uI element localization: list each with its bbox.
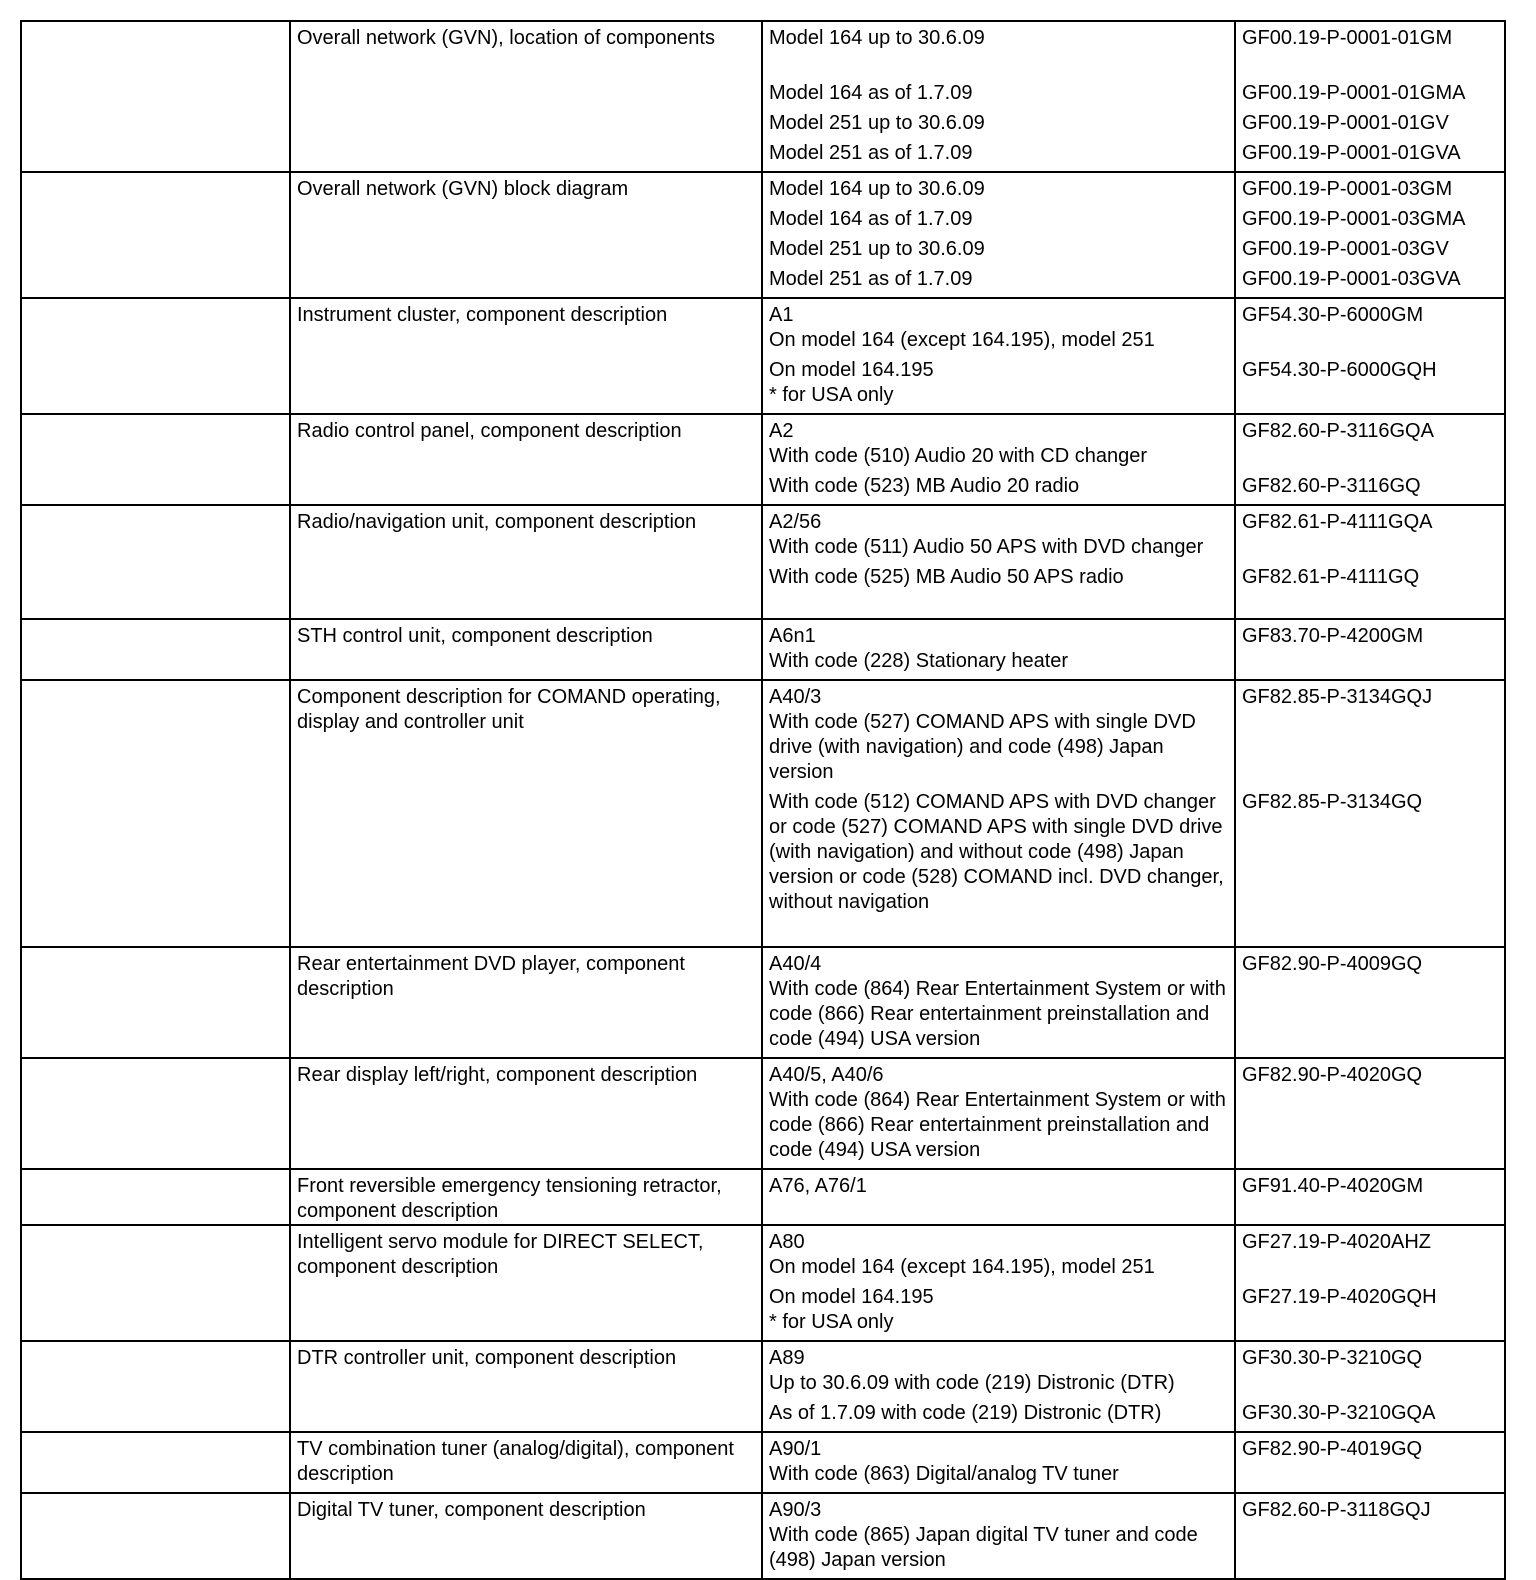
applicability-cell — [762, 947, 1235, 1058]
applicability-text: A90/1 — [769, 1438, 822, 1460]
applicability-text: With code (865) Japan digital TV tuner and code (498) Japan version — [769, 1524, 1198, 1571]
applicability-text: With code (863) Digital/analog TV tuner — [769, 1463, 1119, 1485]
applicability-cell — [762, 1225, 1235, 1341]
blank-cell — [21, 21, 290, 172]
applicability-entry — [769, 565, 1228, 590]
table-row — [21, 505, 1505, 619]
table-row — [21, 1493, 1505, 1579]
applicability-entry — [769, 474, 1228, 499]
document-code-cell — [1235, 414, 1505, 505]
document-code-cell — [1235, 1432, 1505, 1493]
document-code[interactable]: GF30.30-P-3210GQ — [1242, 1347, 1423, 1369]
applicability-text: With code (527) COMAND APS with single DVD drive (with navigation) and code (498) Japan version — [769, 711, 1196, 783]
table-row — [21, 172, 1505, 298]
document-code[interactable]: GF30.30-P-3210GQA — [1242, 1402, 1436, 1424]
document-code[interactable]: GF82.90-P-4019GQ — [1242, 1438, 1423, 1460]
applicability-text: With code (864) Rear Entertainment System or with code (866) Rear entertainment preinstallation and code (494) USA version — [769, 1089, 1226, 1161]
applicability-entry — [769, 358, 1228, 408]
applicability-entry — [769, 303, 1228, 353]
applicability-text: With code (228) Stationary heater — [769, 650, 1069, 672]
document-code[interactable]: GF82.60-P-3118GQJ — [1242, 1499, 1431, 1521]
applicability-text: A80 — [769, 1231, 805, 1253]
applicability-text: On model 164.195 — [769, 1286, 934, 1308]
applicability-cell — [762, 680, 1235, 947]
document-code[interactable]: GF82.90-P-4009GQ — [1242, 953, 1423, 975]
document-code-cell — [1235, 619, 1505, 680]
applicability-entry — [769, 141, 1228, 166]
document-code[interactable]: GF00.19-P-0001-03GMA — [1242, 208, 1466, 230]
applicability-entry — [769, 1401, 1228, 1426]
applicability-entry — [769, 81, 1228, 106]
applicability-text: With code (512) COMAND APS with DVD changer or code (527) COMAND APS with single DVD drive (with navigation) and without code (498) Japan version or code (528) COMAND incl. DVD changer, without navigation — [769, 791, 1224, 913]
applicability-text: Model 251 up to 30.6.09 — [769, 112, 985, 134]
component-title: Rear entertainment DVD player, component description — [290, 947, 762, 1058]
table-row — [21, 947, 1505, 1058]
document-code[interactable]: GF54.30-P-6000GQH — [1242, 359, 1437, 381]
applicability-cell — [762, 1341, 1235, 1432]
blank-cell — [21, 172, 290, 298]
table-row — [21, 298, 1505, 414]
table-row — [21, 1341, 1505, 1432]
applicability-text: A2/56 — [769, 511, 822, 533]
document-code-cell — [1235, 680, 1505, 947]
component-reference-table — [20, 20, 1506, 1580]
document-code[interactable]: GF27.19-P-4020AHZ — [1242, 1231, 1431, 1253]
table-row — [21, 1169, 1505, 1225]
applicability-text: A1 — [769, 304, 794, 326]
document-code[interactable]: GF82.85-P-3134GQJ — [1242, 686, 1433, 708]
applicability-cell — [762, 298, 1235, 414]
component-title: TV combination tuner (analog/digital), component description — [290, 1432, 762, 1493]
blank-cell — [21, 1058, 290, 1169]
blank-cell — [21, 1493, 290, 1579]
applicability-entry — [769, 1498, 1228, 1573]
applicability-text: * for USA only — [769, 1311, 894, 1333]
blank-cell — [21, 1432, 290, 1493]
table-row — [21, 414, 1505, 505]
component-title: Intelligent servo module for DIRECT SELECT, component description — [290, 1225, 762, 1341]
component-title: Component description for COMAND operating, display and controller unit — [290, 680, 762, 947]
applicability-text: Up to 30.6.09 with code (219) Distronic (DTR) — [769, 1372, 1175, 1394]
applicability-text: A40/3 — [769, 686, 822, 708]
applicability-text: Model 251 as of 1.7.09 — [769, 142, 973, 164]
document-code-cell — [1235, 172, 1505, 298]
applicability-cell — [762, 619, 1235, 680]
document-code[interactable]: GF82.90-P-4020GQ — [1242, 1064, 1423, 1086]
applicability-entry — [769, 267, 1228, 292]
applicability-text: With code (525) MB Audio 50 APS radio — [769, 566, 1124, 588]
document-code-cell — [1235, 1169, 1505, 1225]
document-code[interactable]: GF82.61-P-4111GQA — [1242, 511, 1433, 533]
document-code[interactable]: GF00.19-P-0001-03GVA — [1242, 268, 1461, 290]
document-code[interactable]: GF27.19-P-4020GQH — [1242, 1286, 1437, 1308]
applicability-text: A2 — [769, 420, 794, 442]
document-code-cell — [1235, 1225, 1505, 1341]
applicability-text: Model 251 as of 1.7.09 — [769, 268, 973, 290]
applicability-text: A76, A76/1 — [769, 1175, 867, 1197]
applicability-text: On model 164.195 — [769, 359, 934, 381]
applicability-entry — [769, 207, 1228, 232]
blank-cell — [21, 1225, 290, 1341]
component-title: Radio/navigation unit, component description — [290, 505, 762, 619]
document-code-cell — [1235, 298, 1505, 414]
table-row — [21, 1432, 1505, 1493]
applicability-entry — [769, 1437, 1228, 1487]
blank-cell — [21, 414, 290, 505]
document-code[interactable]: GF00.19-P-0001-03GV — [1242, 238, 1449, 260]
blank-cell — [21, 680, 290, 947]
component-title: Rear display left/right, component description — [290, 1058, 762, 1169]
applicability-entry — [769, 177, 1228, 202]
applicability-entry — [769, 1285, 1228, 1335]
applicability-text: Model 164 as of 1.7.09 — [769, 82, 973, 104]
component-title: Overall network (GVN), location of components — [290, 21, 762, 172]
document-code[interactable]: GF82.61-P-4111GQ — [1242, 566, 1420, 588]
table-row — [21, 619, 1505, 680]
table-row — [21, 1058, 1505, 1169]
blank-cell — [21, 298, 290, 414]
applicability-text: With code (864) Rear Entertainment System or with code (866) Rear entertainment preinstallation and code (494) USA version — [769, 978, 1226, 1050]
applicability-text: On model 164 (except 164.195), model 251 — [769, 329, 1155, 351]
document-code-cell — [1235, 1058, 1505, 1169]
component-title: Instrument cluster, component description — [290, 298, 762, 414]
applicability-entry — [769, 510, 1228, 560]
component-title: STH control unit, component description — [290, 619, 762, 680]
blank-cell — [21, 619, 290, 680]
document-code[interactable]: GF54.30-P-6000GM — [1242, 304, 1424, 326]
applicability-cell — [762, 505, 1235, 619]
document-code[interactable]: GF82.60-P-3116GQ — [1242, 475, 1421, 497]
applicability-cell — [762, 172, 1235, 298]
applicability-text: A90/3 — [769, 1499, 822, 1521]
document-code[interactable]: GF00.19-P-0001-01GM — [1242, 27, 1453, 49]
table-row — [21, 21, 1505, 172]
applicability-text: With code (511) Audio 50 APS with DVD changer — [769, 536, 1204, 558]
applicability-text: A40/4 — [769, 953, 822, 975]
document-code-cell — [1235, 1341, 1505, 1432]
applicability-text: Model 164 up to 30.6.09 — [769, 27, 985, 49]
applicability-cell — [762, 1493, 1235, 1579]
document-code[interactable]: GF83.70-P-4200GM — [1242, 625, 1424, 647]
document-code[interactable]: GF00.19-P-0001-03GM — [1242, 178, 1453, 200]
document-code-cell — [1235, 505, 1505, 619]
component-title: Radio control panel, component description — [290, 414, 762, 505]
applicability-text: Model 164 as of 1.7.09 — [769, 208, 973, 230]
document-code[interactable]: GF00.19-P-0001-01GV — [1242, 112, 1449, 134]
document-code[interactable]: GF00.19-P-0001-01GVA — [1242, 142, 1461, 164]
blank-cell — [21, 947, 290, 1058]
applicability-text: With code (523) MB Audio 20 radio — [769, 475, 1080, 497]
applicability-entry — [769, 237, 1228, 262]
applicability-entry — [769, 1063, 1228, 1163]
applicability-text: A6n1 — [769, 625, 816, 647]
applicability-cell — [762, 1058, 1235, 1169]
applicability-cell — [762, 1169, 1235, 1225]
blank-cell — [21, 1169, 290, 1225]
component-title: Overall network (GVN) block diagram — [290, 172, 762, 298]
applicability-entry — [769, 1346, 1228, 1396]
applicability-text: A89 — [769, 1347, 805, 1369]
table-row — [21, 680, 1505, 947]
applicability-text: A40/5, A40/6 — [769, 1064, 884, 1086]
applicability-entry — [769, 790, 1228, 915]
document-code[interactable]: GF82.60-P-3116GQA — [1242, 420, 1434, 442]
applicability-entry — [769, 26, 1228, 76]
document-code[interactable]: GF91.40-P-4020GM — [1242, 1175, 1424, 1197]
component-title: Digital TV tuner, component description — [290, 1493, 762, 1579]
applicability-text: As of 1.7.09 with code (219) Distronic (DTR) — [769, 1402, 1162, 1424]
blank-cell — [21, 505, 290, 619]
document-code-cell — [1235, 947, 1505, 1058]
applicability-cell — [762, 414, 1235, 505]
applicability-text: Model 164 up to 30.6.09 — [769, 178, 985, 200]
applicability-text: With code (510) Audio 20 with CD changer — [769, 445, 1147, 467]
applicability-text: * for USA only — [769, 384, 894, 406]
document-code-cell — [1235, 1493, 1505, 1579]
component-title: DTR controller unit, component description — [290, 1341, 762, 1432]
applicability-cell — [762, 1432, 1235, 1493]
document-code[interactable]: GF82.85-P-3134GQ — [1242, 791, 1423, 813]
applicability-entry — [769, 1230, 1228, 1280]
document-code[interactable]: GF00.19-P-0001-01GMA — [1242, 82, 1466, 104]
applicability-entry — [769, 624, 1228, 674]
applicability-cell — [762, 21, 1235, 172]
applicability-entry — [769, 1174, 1228, 1199]
applicability-entry — [769, 685, 1228, 785]
applicability-text: On model 164 (except 164.195), model 251 — [769, 1256, 1155, 1278]
applicability-entry — [769, 111, 1228, 136]
applicability-entry — [769, 419, 1228, 469]
table-row — [21, 1225, 1505, 1341]
component-title: Front reversible emergency tensioning retractor, component description — [290, 1169, 762, 1225]
blank-cell — [21, 1341, 290, 1432]
document-code-cell — [1235, 21, 1505, 172]
applicability-entry — [769, 952, 1228, 1052]
applicability-text: Model 251 up to 30.6.09 — [769, 238, 985, 260]
